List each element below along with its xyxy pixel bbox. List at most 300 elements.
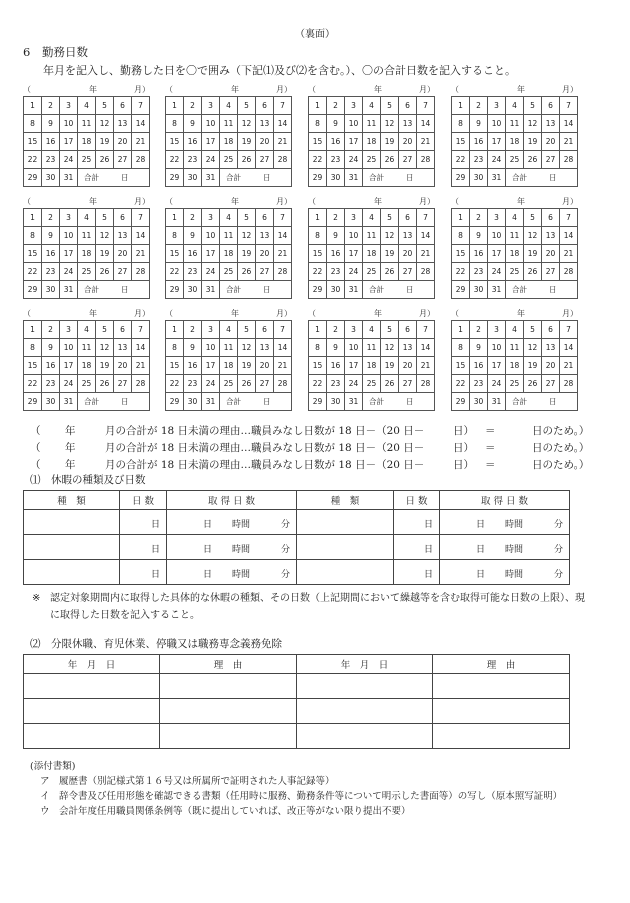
day-cell[interactable]: 23 (184, 151, 202, 169)
day-cell[interactable]: 11 (78, 339, 96, 357)
day-cell[interactable]: 28 (274, 375, 292, 393)
day-cell[interactable]: 2 (470, 97, 488, 115)
day-cell[interactable]: 24 (202, 263, 220, 281)
day-cell[interactable]: 7 (560, 97, 578, 115)
day-cell[interactable]: 27 (542, 263, 560, 281)
day-cell[interactable]: 31 (202, 281, 220, 299)
reason-year[interactable]: 年 (65, 459, 76, 471)
day-cell[interactable]: 6 (542, 97, 560, 115)
day-cell[interactable]: 11 (220, 227, 238, 245)
day-cell[interactable]: 15 (166, 133, 184, 151)
day-cell[interactable]: 25 (506, 375, 524, 393)
day-cell[interactable]: 1 (452, 321, 470, 339)
calendar-month-label[interactable]: 月） (134, 309, 150, 318)
day-cell[interactable]: 16 (470, 133, 488, 151)
day-cell[interactable]: 1 (309, 97, 327, 115)
day-cell[interactable]: 28 (417, 151, 435, 169)
day-cell[interactable]: 6 (114, 209, 132, 227)
day-cell[interactable]: 16 (42, 245, 60, 263)
calendar-month-label[interactable]: 月） (419, 197, 435, 206)
day-cell[interactable]: 17 (60, 133, 78, 151)
day-cell[interactable]: 9 (327, 339, 345, 357)
day-cell[interactable]: 7 (417, 97, 435, 115)
day-cell[interactable]: 30 (470, 169, 488, 187)
day-cell[interactable]: 24 (488, 263, 506, 281)
day-cell[interactable]: 7 (560, 209, 578, 227)
day-cell[interactable]: 12 (238, 227, 256, 245)
day-cell[interactable]: 8 (309, 227, 327, 245)
day-cell[interactable]: 12 (238, 115, 256, 133)
reason-cell[interactable] (433, 724, 570, 749)
day-cell[interactable]: 13 (256, 115, 274, 133)
total-cell[interactable] (506, 393, 578, 411)
day-cell[interactable]: 10 (60, 339, 78, 357)
day-cell[interactable]: 13 (542, 339, 560, 357)
day-cell[interactable]: 21 (417, 245, 435, 263)
day-cell[interactable]: 14 (132, 115, 150, 133)
day-cell[interactable]: 12 (524, 339, 542, 357)
day-cell[interactable]: 26 (381, 375, 399, 393)
day-cell[interactable]: 3 (345, 97, 363, 115)
reason-close-day[interactable]: 日） (453, 459, 474, 471)
calendar-month-label[interactable]: 月） (134, 197, 150, 206)
day-cell[interactable]: 29 (309, 393, 327, 411)
day-cell[interactable]: 7 (132, 321, 150, 339)
day-cell[interactable]: 12 (524, 227, 542, 245)
day-cell[interactable]: 27 (114, 263, 132, 281)
type-cell[interactable] (297, 510, 394, 535)
calendar-year-label[interactable]: 年 (89, 85, 97, 94)
type-cell[interactable] (24, 510, 120, 535)
day-cell[interactable]: 17 (345, 245, 363, 263)
day-cell[interactable]: 28 (417, 375, 435, 393)
day-cell[interactable]: 12 (381, 339, 399, 357)
day-cell[interactable]: 24 (60, 263, 78, 281)
day-cell[interactable]: 19 (524, 245, 542, 263)
day-cell[interactable]: 11 (506, 227, 524, 245)
day-cell[interactable]: 16 (470, 357, 488, 375)
day-cell[interactable]: 25 (506, 263, 524, 281)
date-cell[interactable] (297, 724, 433, 749)
day-cell[interactable]: 28 (274, 263, 292, 281)
day-cell[interactable]: 22 (309, 375, 327, 393)
calendar-year-label[interactable]: 年 (374, 309, 382, 318)
day-cell[interactable]: 1 (24, 97, 42, 115)
day-cell[interactable]: 15 (452, 357, 470, 375)
day-cell[interactable]: 30 (327, 281, 345, 299)
day-cell[interactable]: 14 (417, 227, 435, 245)
day-cell[interactable]: 26 (238, 375, 256, 393)
day-cell[interactable]: 9 (327, 227, 345, 245)
day-cell[interactable]: 29 (24, 281, 42, 299)
day-cell[interactable]: 28 (560, 151, 578, 169)
day-cell[interactable]: 27 (542, 151, 560, 169)
day-cell[interactable]: 31 (60, 281, 78, 299)
day-cell[interactable]: 2 (42, 209, 60, 227)
day-cell[interactable]: 26 (524, 151, 542, 169)
day-cell[interactable]: 13 (114, 227, 132, 245)
days-cell[interactable] (394, 560, 440, 585)
day-cell[interactable]: 18 (220, 133, 238, 151)
day-cell[interactable]: 4 (363, 209, 381, 227)
day-cell[interactable]: 17 (488, 133, 506, 151)
day-cell[interactable]: 21 (560, 357, 578, 375)
day-cell[interactable]: 17 (202, 133, 220, 151)
day-cell[interactable]: 23 (184, 263, 202, 281)
day-cell[interactable]: 9 (184, 339, 202, 357)
day-cell[interactable]: 3 (202, 209, 220, 227)
day-cell[interactable]: 23 (470, 151, 488, 169)
day-cell[interactable]: 30 (42, 281, 60, 299)
day-cell[interactable]: 21 (132, 133, 150, 151)
day-cell[interactable]: 1 (24, 209, 42, 227)
day-cell[interactable]: 22 (452, 375, 470, 393)
day-cell[interactable]: 14 (560, 227, 578, 245)
day-cell[interactable]: 19 (381, 245, 399, 263)
day-cell[interactable]: 2 (42, 321, 60, 339)
day-cell[interactable]: 12 (381, 115, 399, 133)
day-cell[interactable]: 26 (381, 263, 399, 281)
day-cell[interactable]: 11 (78, 227, 96, 245)
day-cell[interactable]: 9 (184, 115, 202, 133)
day-cell[interactable]: 20 (114, 357, 132, 375)
day-cell[interactable]: 20 (399, 357, 417, 375)
day-cell[interactable]: 31 (488, 281, 506, 299)
day-cell[interactable]: 24 (488, 151, 506, 169)
day-cell[interactable]: 29 (309, 281, 327, 299)
day-cell[interactable]: 23 (470, 263, 488, 281)
day-cell[interactable]: 8 (24, 227, 42, 245)
reason-cell[interactable] (433, 699, 570, 724)
calendar-month-label[interactable]: 月） (276, 197, 292, 206)
total-cell[interactable] (78, 169, 150, 187)
day-cell[interactable]: 20 (256, 357, 274, 375)
day-cell[interactable]: 23 (327, 151, 345, 169)
day-cell[interactable]: 25 (506, 151, 524, 169)
day-cell[interactable]: 23 (470, 375, 488, 393)
day-cell[interactable]: 21 (274, 245, 292, 263)
day-cell[interactable]: 17 (345, 133, 363, 151)
day-cell[interactable]: 29 (166, 393, 184, 411)
day-cell[interactable]: 25 (220, 151, 238, 169)
taken-cell[interactable] (167, 560, 297, 585)
day-cell[interactable]: 11 (220, 339, 238, 357)
days-cell[interactable] (120, 560, 167, 585)
day-cell[interactable]: 20 (256, 133, 274, 151)
calendar-month-label[interactable]: 月） (276, 85, 292, 94)
day-cell[interactable]: 27 (114, 375, 132, 393)
taken-cell[interactable] (167, 510, 297, 535)
day-cell[interactable]: 15 (24, 133, 42, 151)
day-cell[interactable]: 19 (524, 357, 542, 375)
day-cell[interactable]: 10 (60, 227, 78, 245)
day-cell[interactable]: 18 (363, 133, 381, 151)
day-cell[interactable]: 16 (327, 357, 345, 375)
type-cell[interactable] (24, 535, 120, 560)
day-cell[interactable]: 21 (132, 357, 150, 375)
calendar-month-label[interactable]: 月） (276, 309, 292, 318)
day-cell[interactable]: 7 (274, 209, 292, 227)
day-cell[interactable]: 11 (363, 115, 381, 133)
day-cell[interactable]: 2 (327, 321, 345, 339)
day-cell[interactable]: 21 (274, 357, 292, 375)
day-cell[interactable]: 17 (345, 357, 363, 375)
total-cell[interactable] (220, 169, 292, 187)
day-cell[interactable]: 9 (470, 227, 488, 245)
day-cell[interactable]: 23 (327, 263, 345, 281)
day-cell[interactable]: 19 (96, 133, 114, 151)
day-cell[interactable]: 6 (114, 97, 132, 115)
taken-cell[interactable] (440, 560, 570, 585)
day-cell[interactable]: 19 (524, 133, 542, 151)
day-cell[interactable]: 2 (184, 97, 202, 115)
day-cell[interactable]: 20 (114, 133, 132, 151)
reason-year[interactable]: 年 (65, 442, 76, 454)
day-cell[interactable]: 14 (417, 115, 435, 133)
calendar-month-label[interactable]: 月） (134, 85, 150, 94)
day-cell[interactable]: 13 (399, 339, 417, 357)
date-cell[interactable] (24, 724, 160, 749)
calendar-month-label[interactable]: 月） (562, 309, 578, 318)
day-cell[interactable]: 2 (42, 97, 60, 115)
day-cell[interactable]: 24 (345, 263, 363, 281)
day-cell[interactable]: 2 (327, 209, 345, 227)
day-cell[interactable]: 30 (184, 393, 202, 411)
total-cell[interactable] (220, 393, 292, 411)
total-cell[interactable] (78, 393, 150, 411)
day-cell[interactable]: 8 (309, 115, 327, 133)
day-cell[interactable]: 8 (309, 339, 327, 357)
day-cell[interactable]: 10 (345, 339, 363, 357)
taken-cell[interactable] (440, 510, 570, 535)
day-cell[interactable]: 11 (220, 115, 238, 133)
day-cell[interactable]: 2 (327, 97, 345, 115)
taken-cell[interactable] (167, 535, 297, 560)
day-cell[interactable]: 26 (96, 151, 114, 169)
day-cell[interactable]: 13 (542, 227, 560, 245)
day-cell[interactable]: 24 (60, 375, 78, 393)
day-cell[interactable]: 24 (345, 151, 363, 169)
day-cell[interactable]: 21 (274, 133, 292, 151)
day-cell[interactable]: 4 (220, 97, 238, 115)
day-cell[interactable]: 27 (114, 151, 132, 169)
day-cell[interactable]: 2 (184, 321, 202, 339)
day-cell[interactable]: 4 (220, 209, 238, 227)
day-cell[interactable]: 15 (309, 133, 327, 151)
day-cell[interactable]: 18 (506, 245, 524, 263)
day-cell[interactable]: 13 (256, 339, 274, 357)
day-cell[interactable]: 11 (506, 115, 524, 133)
day-cell[interactable]: 20 (542, 357, 560, 375)
calendar-year-label[interactable]: 年 (374, 197, 382, 206)
day-cell[interactable]: 1 (166, 97, 184, 115)
day-cell[interactable]: 18 (363, 357, 381, 375)
day-cell[interactable]: 28 (560, 375, 578, 393)
day-cell[interactable]: 25 (220, 375, 238, 393)
day-cell[interactable]: 7 (274, 321, 292, 339)
day-cell[interactable]: 1 (24, 321, 42, 339)
day-cell[interactable]: 21 (417, 133, 435, 151)
day-cell[interactable]: 27 (399, 375, 417, 393)
day-cell[interactable]: 31 (488, 393, 506, 411)
day-cell[interactable]: 27 (256, 263, 274, 281)
day-cell[interactable]: 27 (399, 263, 417, 281)
day-cell[interactable]: 24 (345, 375, 363, 393)
calendar-year-label[interactable]: 年 (374, 85, 382, 94)
day-cell[interactable]: 4 (506, 209, 524, 227)
day-cell[interactable]: 19 (238, 245, 256, 263)
day-cell[interactable]: 18 (506, 357, 524, 375)
day-cell[interactable]: 9 (327, 115, 345, 133)
day-cell[interactable]: 3 (488, 97, 506, 115)
day-cell[interactable]: 14 (417, 339, 435, 357)
day-cell[interactable]: 5 (238, 321, 256, 339)
day-cell[interactable]: 8 (452, 227, 470, 245)
day-cell[interactable]: 16 (327, 245, 345, 263)
reason-cell[interactable] (433, 674, 570, 699)
day-cell[interactable]: 20 (542, 245, 560, 263)
day-cell[interactable]: 3 (60, 209, 78, 227)
day-cell[interactable]: 10 (488, 115, 506, 133)
days-cell[interactable] (120, 535, 167, 560)
day-cell[interactable]: 14 (274, 115, 292, 133)
days-cell[interactable] (394, 510, 440, 535)
day-cell[interactable]: 6 (399, 97, 417, 115)
total-cell[interactable] (363, 281, 435, 299)
day-cell[interactable]: 26 (381, 151, 399, 169)
day-cell[interactable]: 18 (78, 357, 96, 375)
reason-year[interactable]: 年 (65, 425, 76, 437)
day-cell[interactable]: 15 (166, 357, 184, 375)
day-cell[interactable]: 1 (166, 209, 184, 227)
day-cell[interactable]: 24 (202, 375, 220, 393)
day-cell[interactable]: 19 (238, 133, 256, 151)
calendar-year-label[interactable]: 年 (517, 309, 525, 318)
day-cell[interactable]: 27 (256, 375, 274, 393)
day-cell[interactable]: 3 (202, 321, 220, 339)
reason-tail[interactable]: 日のため。） (532, 425, 590, 437)
day-cell[interactable]: 26 (238, 151, 256, 169)
day-cell[interactable]: 31 (60, 393, 78, 411)
day-cell[interactable]: 16 (470, 245, 488, 263)
days-cell[interactable] (120, 510, 167, 535)
day-cell[interactable]: 15 (24, 245, 42, 263)
day-cell[interactable]: 26 (96, 263, 114, 281)
calendar-month-label[interactable]: 月） (419, 85, 435, 94)
day-cell[interactable]: 1 (452, 209, 470, 227)
calendar-year-label[interactable]: 年 (89, 197, 97, 206)
calendar-year-label[interactable]: 年 (231, 85, 239, 94)
day-cell[interactable]: 5 (524, 209, 542, 227)
day-cell[interactable]: 22 (309, 151, 327, 169)
day-cell[interactable]: 27 (256, 151, 274, 169)
day-cell[interactable]: 17 (202, 245, 220, 263)
date-cell[interactable] (297, 674, 433, 699)
day-cell[interactable]: 18 (220, 357, 238, 375)
day-cell[interactable]: 6 (542, 321, 560, 339)
day-cell[interactable]: 15 (309, 357, 327, 375)
day-cell[interactable]: 6 (399, 209, 417, 227)
day-cell[interactable]: 3 (345, 321, 363, 339)
day-cell[interactable]: 10 (488, 339, 506, 357)
day-cell[interactable]: 3 (488, 209, 506, 227)
day-cell[interactable]: 5 (238, 209, 256, 227)
date-cell[interactable] (24, 699, 160, 724)
day-cell[interactable]: 18 (78, 245, 96, 263)
day-cell[interactable]: 26 (524, 375, 542, 393)
day-cell[interactable]: 15 (452, 133, 470, 151)
day-cell[interactable]: 12 (524, 115, 542, 133)
day-cell[interactable]: 14 (560, 339, 578, 357)
day-cell[interactable]: 17 (488, 245, 506, 263)
calendar-year-label[interactable]: 年 (517, 85, 525, 94)
day-cell[interactable]: 22 (452, 263, 470, 281)
day-cell[interactable]: 28 (132, 263, 150, 281)
day-cell[interactable]: 31 (202, 169, 220, 187)
day-cell[interactable]: 12 (238, 339, 256, 357)
day-cell[interactable]: 14 (132, 339, 150, 357)
day-cell[interactable]: 22 (24, 263, 42, 281)
day-cell[interactable]: 22 (452, 151, 470, 169)
day-cell[interactable]: 17 (60, 245, 78, 263)
day-cell[interactable]: 28 (132, 375, 150, 393)
day-cell[interactable]: 28 (132, 151, 150, 169)
day-cell[interactable]: 29 (166, 169, 184, 187)
day-cell[interactable]: 10 (202, 339, 220, 357)
day-cell[interactable]: 5 (381, 209, 399, 227)
day-cell[interactable]: 4 (78, 97, 96, 115)
day-cell[interactable]: 7 (132, 97, 150, 115)
day-cell[interactable]: 25 (78, 263, 96, 281)
day-cell[interactable]: 29 (24, 169, 42, 187)
day-cell[interactable]: 16 (184, 245, 202, 263)
day-cell[interactable]: 30 (327, 393, 345, 411)
day-cell[interactable]: 8 (166, 115, 184, 133)
day-cell[interactable]: 5 (96, 97, 114, 115)
day-cell[interactable]: 4 (78, 209, 96, 227)
day-cell[interactable]: 1 (452, 97, 470, 115)
day-cell[interactable]: 8 (452, 115, 470, 133)
day-cell[interactable]: 7 (132, 209, 150, 227)
day-cell[interactable]: 20 (256, 245, 274, 263)
day-cell[interactable]: 7 (274, 97, 292, 115)
day-cell[interactable]: 3 (488, 321, 506, 339)
day-cell[interactable]: 29 (452, 393, 470, 411)
day-cell[interactable]: 2 (470, 321, 488, 339)
day-cell[interactable]: 4 (506, 321, 524, 339)
type-cell[interactable] (24, 560, 120, 585)
day-cell[interactable]: 13 (399, 227, 417, 245)
day-cell[interactable]: 31 (345, 169, 363, 187)
day-cell[interactable]: 30 (327, 169, 345, 187)
day-cell[interactable]: 17 (488, 357, 506, 375)
day-cell[interactable]: 28 (417, 263, 435, 281)
day-cell[interactable]: 22 (309, 263, 327, 281)
day-cell[interactable]: 3 (202, 97, 220, 115)
day-cell[interactable]: 18 (220, 245, 238, 263)
day-cell[interactable]: 25 (78, 375, 96, 393)
day-cell[interactable]: 19 (96, 245, 114, 263)
day-cell[interactable]: 19 (96, 357, 114, 375)
total-cell[interactable] (506, 281, 578, 299)
calendar-year-label[interactable]: 年 (517, 197, 525, 206)
day-cell[interactable]: 12 (381, 227, 399, 245)
day-cell[interactable]: 24 (202, 151, 220, 169)
day-cell[interactable]: 31 (60, 169, 78, 187)
day-cell[interactable]: 5 (524, 321, 542, 339)
day-cell[interactable]: 3 (60, 97, 78, 115)
day-cell[interactable]: 19 (381, 357, 399, 375)
